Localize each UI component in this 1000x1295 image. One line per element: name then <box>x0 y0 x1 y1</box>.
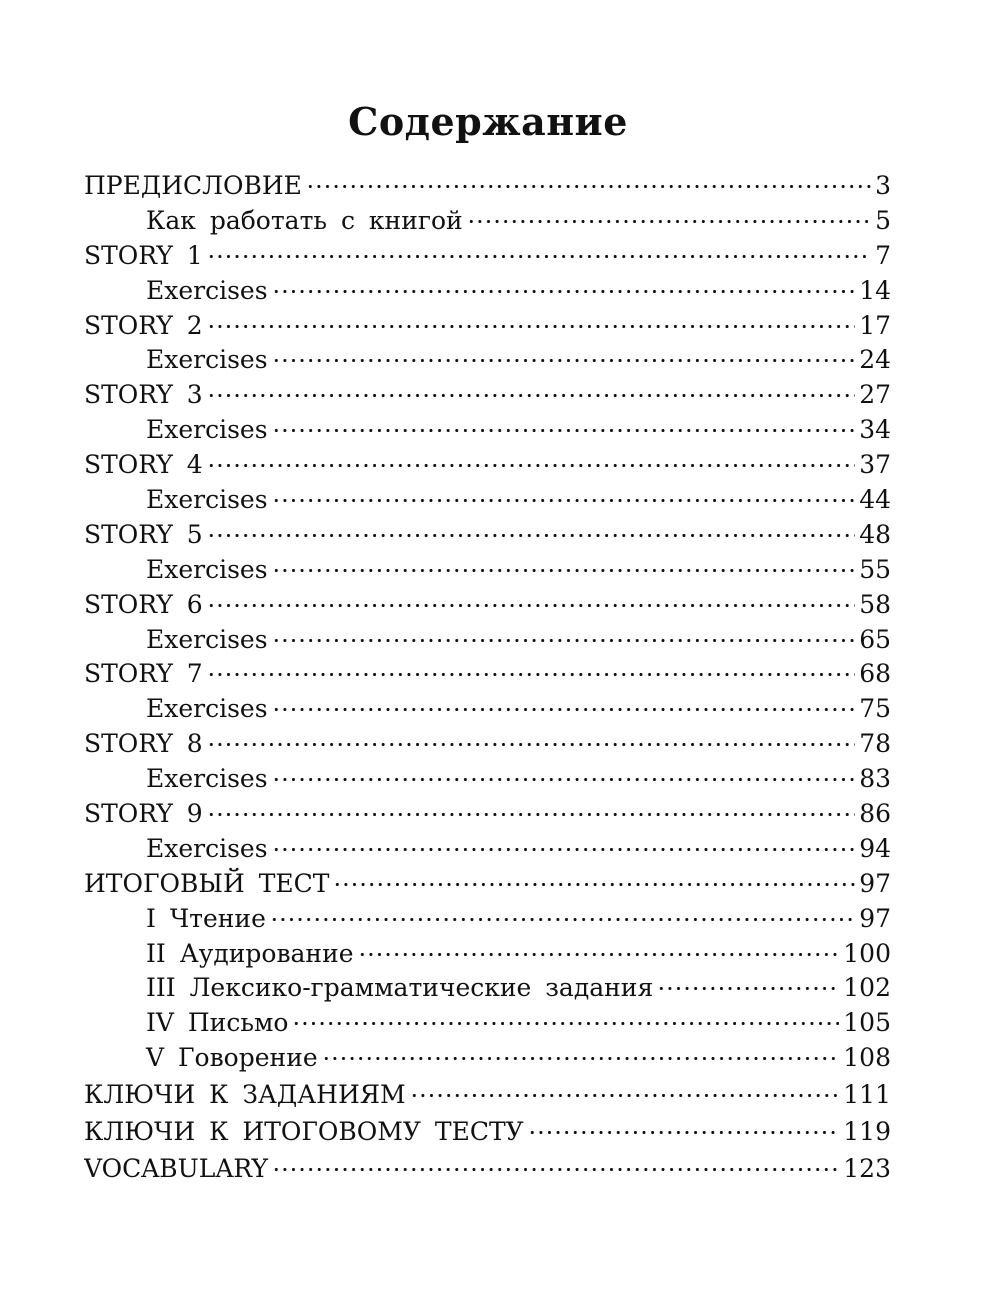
toc-entry <box>84 413 891 448</box>
toc-entry-page-number: 48 <box>859 519 891 549</box>
toc-entry-page-number: 119 <box>843 1117 891 1147</box>
toc-entry-label: Exercises <box>146 764 268 794</box>
toc-entry <box>84 239 891 274</box>
dot-leader <box>272 777 856 785</box>
toc-entry-label: Exercises <box>146 833 268 863</box>
toc-entry <box>84 937 891 972</box>
toc-entry-label: VOCABULARY <box>84 1154 268 1184</box>
toc-entry-label: I Чтение <box>146 903 266 933</box>
toc-entry <box>84 623 891 658</box>
toc-entry <box>84 1076 891 1113</box>
toc-entry-page-number: 86 <box>859 799 891 829</box>
toc-entry <box>84 727 891 762</box>
toc-entry <box>84 1113 891 1150</box>
toc-entry <box>84 867 891 902</box>
toc-entry-label: IV Письмо <box>146 1008 289 1038</box>
toc-entry-label: II Аудирование <box>146 938 354 968</box>
toc-entry-page-number: 105 <box>843 1008 891 1038</box>
toc-entry-page-number: 97 <box>859 903 891 933</box>
toc-entry-label: КЛЮЧИ К ИТОГОВОМУ ТЕСТУ <box>84 1117 524 1147</box>
toc-entry <box>84 378 891 413</box>
toc-entry-page-number: 111 <box>843 1080 891 1110</box>
dot-leader <box>410 1093 840 1101</box>
toc-entry-page-number: 14 <box>859 275 891 305</box>
dot-leader <box>207 463 855 471</box>
dot-leader <box>333 882 855 890</box>
toc-entry <box>84 1041 891 1076</box>
dot-leader <box>358 952 840 960</box>
dot-leader <box>292 1021 839 1029</box>
toc-entry-page-number: 75 <box>859 694 891 724</box>
dot-leader <box>528 1130 840 1138</box>
toc-entry-label: Exercises <box>146 624 268 654</box>
toc-entry-label: V Говорение <box>146 1043 318 1073</box>
toc-entry-page-number: 44 <box>859 485 891 515</box>
toc-entry-label: КЛЮЧИ К ЗАДАНИЯМ <box>84 1080 406 1110</box>
toc-entry <box>84 448 891 483</box>
dot-leader <box>207 254 871 262</box>
dot-leader <box>306 184 871 192</box>
toc-entry-page-number: 3 <box>875 171 891 200</box>
dot-leader <box>207 672 855 680</box>
toc-entry-label: Exercises <box>146 275 268 305</box>
toc-entry-label: STORY 6 <box>84 589 203 619</box>
toc-entry-page-number: 65 <box>859 624 891 654</box>
toc-entry <box>84 483 891 518</box>
toc-entry-label: Exercises <box>146 694 268 724</box>
toc-entry <box>84 832 891 867</box>
toc-entry-page-number: 7 <box>875 240 891 270</box>
toc-entry <box>84 169 891 204</box>
toc-entry <box>84 797 891 832</box>
toc-entry <box>84 762 891 797</box>
toc-entry-label: ПРЕДИСЛОВИЕ <box>84 171 302 200</box>
toc-entry <box>84 274 891 309</box>
toc-entry <box>84 588 891 623</box>
toc-entry-page-number: 78 <box>859 729 891 759</box>
toc-entry-page-number: 17 <box>859 310 891 340</box>
toc-entry-label: STORY 9 <box>84 799 203 829</box>
dot-leader <box>322 1056 840 1064</box>
toc-entry <box>84 518 891 553</box>
toc-entry-page-number: 27 <box>859 380 891 410</box>
dot-leader <box>272 707 856 715</box>
dot-leader <box>657 986 839 994</box>
dot-leader <box>270 917 855 925</box>
toc-entry-label: STORY 7 <box>84 659 203 689</box>
toc-entry-label: Exercises <box>146 415 268 445</box>
dot-leader <box>207 533 855 541</box>
toc-entry-label: III Лексико-грамматические задания <box>146 973 654 1003</box>
dot-leader <box>207 812 855 820</box>
dot-leader <box>272 568 856 576</box>
toc-entry-page-number: 34 <box>859 415 891 445</box>
toc-entry <box>84 1006 891 1041</box>
toc-entry <box>84 204 891 239</box>
toc-entry-page-number: 68 <box>859 659 891 689</box>
page-title: Содержание <box>348 99 628 144</box>
toc-entry-label: STORY 4 <box>84 450 203 480</box>
toc-entry-page-number: 97 <box>859 868 891 898</box>
dot-leader <box>207 393 855 401</box>
dot-leader <box>272 847 856 855</box>
toc-entry-label: STORY 1 <box>84 240 203 270</box>
dot-leader <box>272 638 856 646</box>
toc-entry-label: Exercises <box>146 345 268 375</box>
toc-entry <box>84 309 891 344</box>
dot-leader <box>467 219 871 227</box>
toc-entry-label: STORY 2 <box>84 310 203 340</box>
toc-entry-page-number: 55 <box>859 554 891 584</box>
dot-leader <box>207 324 855 332</box>
toc-entry-page-number: 5 <box>875 205 891 235</box>
toc-entry-page-number: 108 <box>843 1043 891 1073</box>
toc-entry-page-number: 102 <box>843 973 891 1003</box>
toc-entry-label: STORY 3 <box>84 380 203 410</box>
toc-entry <box>84 657 891 692</box>
toc-entry-page-number: 83 <box>859 764 891 794</box>
dot-leader <box>272 1167 839 1175</box>
toc-entry-label: Exercises <box>146 485 268 515</box>
toc-entry <box>84 692 891 727</box>
toc-entry <box>84 553 891 588</box>
toc-entry <box>84 971 891 1006</box>
dot-leader <box>207 742 855 750</box>
toc-entry-label: Как работать с книгой <box>146 205 463 235</box>
toc-entry-label: STORY 5 <box>84 519 203 549</box>
toc-entry-label: ИТОГОВЫЙ ТЕСТ <box>84 868 330 898</box>
toc-entry-page-number: 37 <box>859 450 891 480</box>
toc-entry-page-number: 24 <box>859 345 891 375</box>
toc-entry-label: STORY 8 <box>84 729 203 759</box>
toc-entry <box>84 902 891 937</box>
dot-leader <box>272 428 856 436</box>
dot-leader <box>272 498 856 506</box>
toc-entry-page-number: 100 <box>843 938 891 968</box>
toc-entry-page-number: 94 <box>859 833 891 863</box>
toc-entry <box>84 1150 891 1187</box>
toc-entry-page-number: 123 <box>843 1154 891 1184</box>
toc-entry-label: Exercises <box>146 554 268 584</box>
dot-leader <box>272 289 856 297</box>
table-of-contents <box>84 169 891 1187</box>
toc-entry-page-number: 58 <box>859 589 891 619</box>
dot-leader <box>272 358 856 366</box>
toc-entry <box>84 343 891 378</box>
dot-leader <box>207 603 855 611</box>
